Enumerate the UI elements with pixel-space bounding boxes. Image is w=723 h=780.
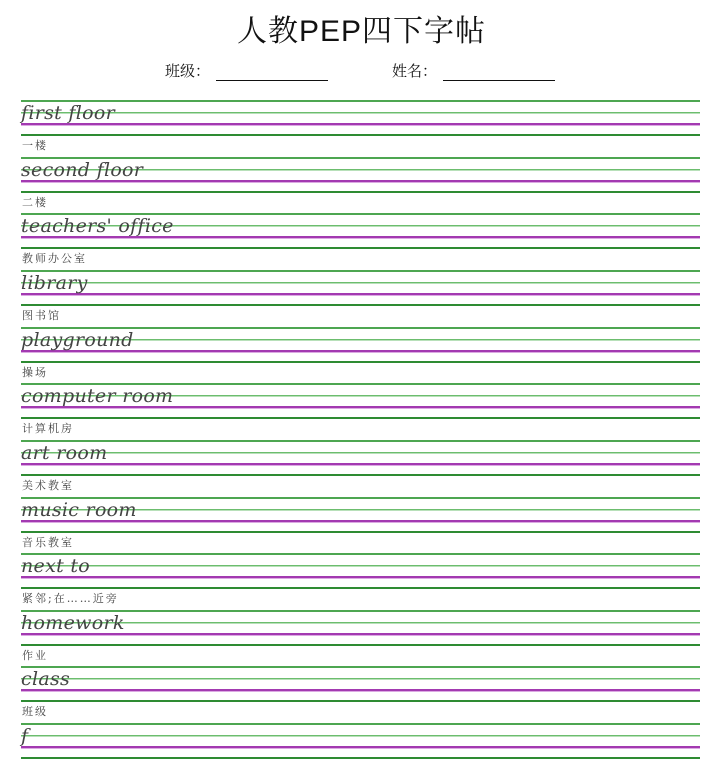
bottom-guide-line — [21, 700, 700, 702]
class-label: 班级： — [165, 62, 211, 80]
mid-guide-line — [21, 112, 700, 113]
name-blank[interactable] — [443, 63, 555, 81]
english-word: music room — [21, 499, 137, 521]
bottom-guide-line — [21, 757, 700, 759]
practice-row — [21, 327, 700, 384]
chinese-meaning: 二楼 — [22, 196, 48, 209]
title-latin: PEP — [298, 15, 363, 48]
baseline — [21, 293, 700, 295]
bottom-guide-line — [21, 304, 700, 306]
bottom-guide-line — [21, 247, 700, 249]
top-guide-line — [21, 666, 700, 668]
english-word: computer room — [21, 385, 174, 407]
chinese-meaning: 音乐教室 — [22, 536, 74, 549]
title-prefix: 人教 — [236, 14, 299, 49]
mid-guide-line — [21, 452, 700, 453]
chinese-meaning: 计算机房 — [22, 422, 74, 435]
mid-guide-line — [21, 565, 700, 566]
practice-row — [21, 497, 700, 554]
title-suffix: 四下字帖 — [362, 14, 487, 49]
chinese-meaning: 班级 — [22, 705, 48, 718]
english-word: art room — [21, 442, 108, 464]
english-word: library — [21, 272, 88, 294]
bottom-guide-line — [21, 587, 700, 589]
top-guide-line — [21, 723, 700, 725]
baseline — [21, 689, 700, 691]
practice-row — [21, 723, 700, 780]
practice-row — [21, 100, 700, 157]
practice-row — [21, 610, 700, 667]
bottom-guide-line — [21, 417, 700, 419]
chinese-meaning: 图书馆 — [22, 309, 61, 322]
bottom-guide-line — [21, 474, 700, 476]
baseline — [21, 463, 700, 465]
practice-row — [21, 157, 700, 214]
top-guide-line — [21, 100, 700, 102]
class-field[interactable] — [165, 60, 328, 81]
baseline — [21, 746, 700, 748]
bottom-guide-line — [21, 644, 700, 646]
chinese-meaning: 美术教室 — [22, 479, 74, 492]
practice-row — [21, 553, 700, 610]
bottom-guide-line — [21, 531, 700, 533]
class-blank[interactable] — [216, 63, 328, 81]
chinese-meaning: 作业 — [22, 649, 48, 662]
practice-row — [21, 270, 700, 327]
top-guide-line — [21, 440, 700, 442]
chinese-meaning: 教师办公室 — [22, 252, 87, 265]
page-title — [0, 6, 723, 50]
baseline — [21, 123, 700, 125]
baseline — [21, 576, 700, 578]
english-word: class — [21, 668, 71, 690]
english-word: playground — [21, 329, 134, 351]
bottom-guide-line — [21, 361, 700, 363]
bottom-guide-line — [21, 191, 700, 193]
chinese-meaning: 紧邻;在……近旁 — [22, 592, 119, 605]
name-label: 姓名： — [392, 62, 438, 80]
top-guide-line — [21, 270, 700, 272]
practice-row — [21, 666, 700, 723]
bottom-guide-line — [21, 134, 700, 136]
practice-row — [21, 440, 700, 497]
english-word: second floor — [21, 159, 144, 181]
name-field[interactable] — [392, 60, 555, 81]
english-word: f — [21, 725, 29, 747]
chinese-meaning: 一楼 — [22, 139, 48, 152]
english-word: first floor — [21, 102, 115, 124]
mid-guide-line — [21, 282, 700, 283]
practice-row — [21, 213, 700, 270]
english-word: next to — [21, 555, 91, 577]
english-word: teachers' office — [21, 215, 174, 237]
top-guide-line — [21, 553, 700, 555]
mid-guide-line — [21, 678, 700, 679]
chinese-meaning: 操场 — [22, 366, 48, 379]
english-word: homework — [21, 612, 125, 634]
practice-row — [21, 383, 700, 440]
